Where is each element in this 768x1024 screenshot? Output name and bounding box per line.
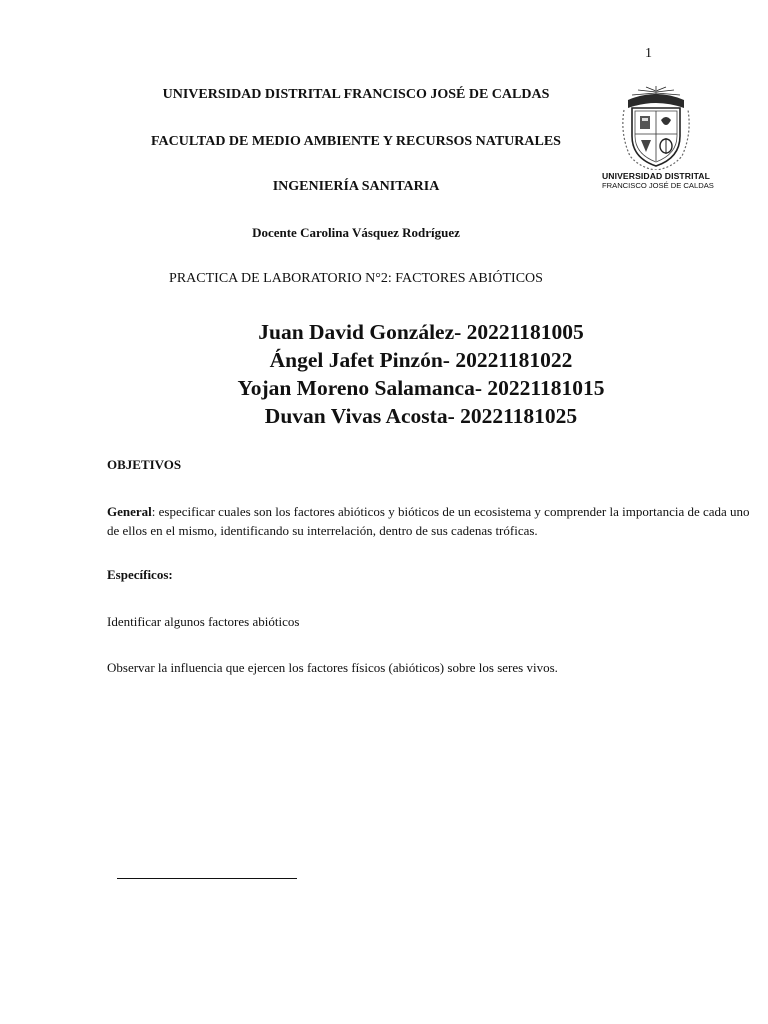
authors-list — [0, 318, 768, 430]
university-heading: UNIVERSIDAD DISTRITAL FRANCISCO JOSÉ DE CALDAS — [162, 87, 550, 102]
practice-heading: PRACTICA DE LABORATORIO N°2: FACTORES ABIÓTICOS — [169, 271, 543, 286]
general-objective — [107, 502, 762, 540]
logo-line1: UNIVERSIDAD DISTRITAL — [602, 171, 710, 181]
author-name: Ángel Jafet Pinzón- 20221181022 — [269, 348, 573, 372]
general-text: : especificar cuales son los factores abióticos y bióticos de un ecosistema y comprender la importancia de cada uno de ellos en el mismo, identificando su interrelación, dentro de sus cadenas tróficas. — [107, 504, 750, 538]
objectives-title: OBJETIVOS — [107, 457, 182, 472]
author-name: Yojan Moreno Salamanca- 20221181015 — [237, 376, 605, 400]
author-name: Juan David González- 20221181005 — [258, 320, 584, 344]
university-crest-icon — [600, 86, 712, 170]
footnote-separator — [117, 878, 297, 879]
page-number: 1 — [645, 46, 652, 61]
specific-objectives-title: Específicos: — [107, 567, 173, 582]
teacher-heading: Docente Carolina Vásquez Rodríguez — [252, 225, 460, 240]
program-heading: INGENIERÍA SANITARIA — [272, 179, 440, 194]
specific-objective: Observar la influencia que ejercen los factores físicos (abióticos) sobre los seres vivos. — [107, 660, 558, 675]
general-label: General — [107, 504, 152, 519]
faculty-heading: FACULTAD DE MEDIO AMBIENTE Y RECURSOS NATURALES — [151, 134, 561, 149]
author-name: Duvan Vivas Acosta- 20221181025 — [264, 404, 578, 428]
specific-objective: Identificar algunos factores abióticos — [107, 614, 300, 629]
logo-line2: FRANCISCO JOSÉ DE CALDAS — [602, 181, 714, 190]
